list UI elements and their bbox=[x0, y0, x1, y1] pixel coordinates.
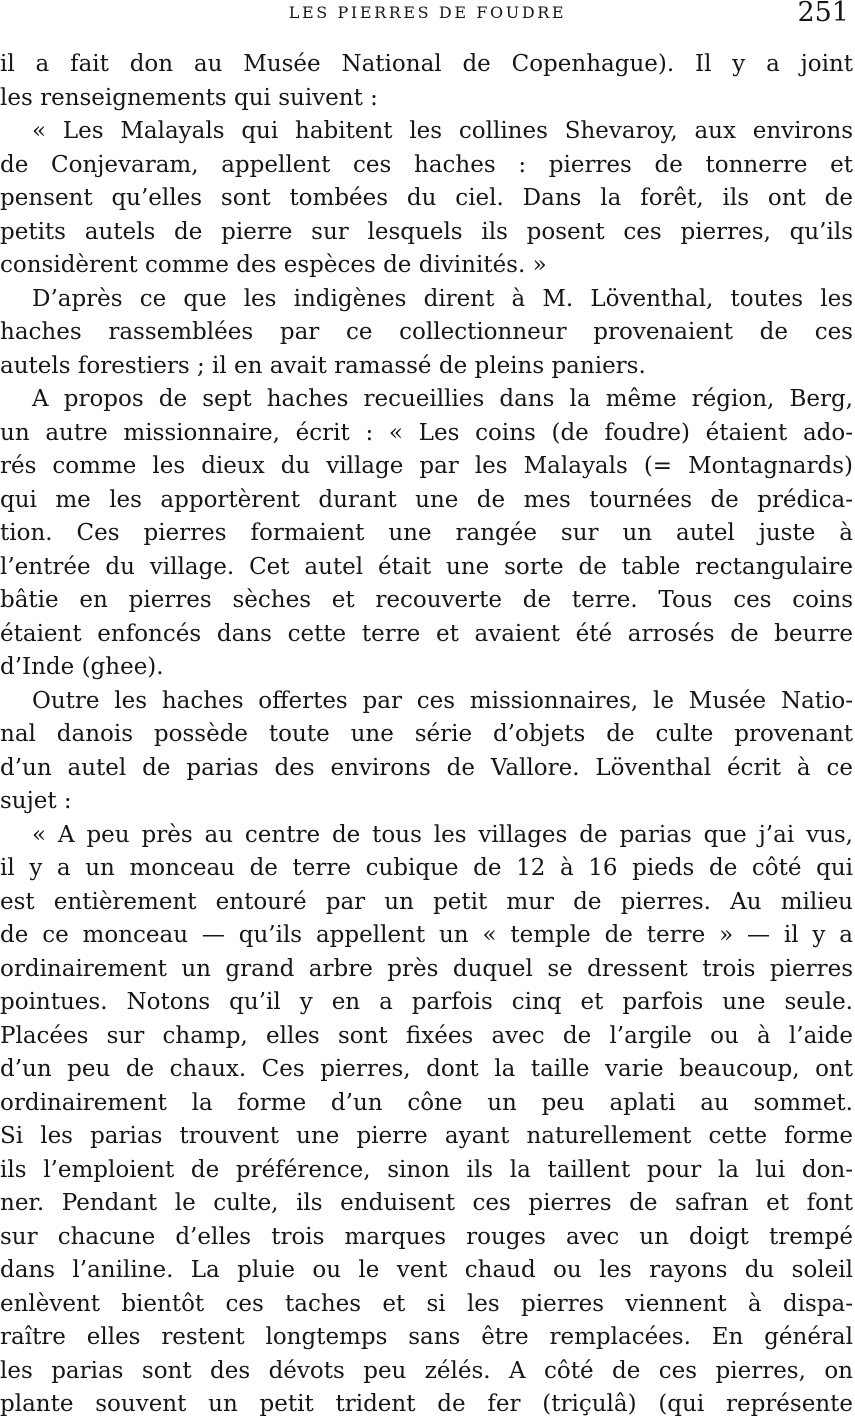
text-line: de Conjevaram, appellent ces haches : pierres de tonnerre et bbox=[0, 151, 853, 178]
text-line: rés comme les dieux du village par les Malayals (= Montagnards) bbox=[0, 453, 853, 479]
text-line: de ce monceau — qu’ils appellent un « temple de terre » — il y a bbox=[0, 922, 853, 948]
text-line: « A peu près au centre de tous les villages de parias que j’ai vus, bbox=[32, 821, 853, 848]
text-line: les renseignements qui suivent : bbox=[0, 84, 378, 111]
text-line: raître elles restent longtemps sans être remplacées. En général bbox=[0, 1324, 853, 1350]
text-line: les parias sont des dévots peu zélés. A côté de ces pierres, on bbox=[0, 1357, 853, 1384]
running-title: LES PIERRES DE FOUDRE bbox=[288, 3, 567, 22]
text-line: tion. Ces pierres formaient une rangée sur un autel juste à bbox=[0, 520, 853, 546]
text-line: Placées sur champ, elles sont fixées avec de l’argile ou à l’aide bbox=[0, 1022, 853, 1049]
text-line: il y a un monceau de terre cubique de 12 à 16 pieds de côté qui bbox=[0, 855, 853, 881]
text-line: nal danois possède toute une série d’objets de culte provenant bbox=[0, 721, 853, 747]
text-line: petits autels de pierre sur lesquels ils posent ces pierres, qu’ils bbox=[0, 218, 853, 245]
text-line: un autre missionnaire, écrit : « Les coins (de foudre) étaient ado- bbox=[0, 419, 853, 446]
text-line: A propos de sept haches recueillies dans la même région, Berg, bbox=[32, 386, 853, 412]
text-line: ordinairement la forme d’un cône un peu aplati au sommet. bbox=[0, 1089, 853, 1116]
text-line: considèrent comme des espèces de divinités. » bbox=[0, 252, 547, 278]
text-line: sur chacune d’elles trois marques rouges avec un doigt trempé bbox=[0, 1223, 853, 1250]
text-line: d’un autel de parias des environs de Vallore. Löventhal écrit à ce bbox=[0, 754, 853, 781]
text-line: ner. Pendant le culte, ils enduisent ces pierres de safran et font bbox=[0, 1190, 853, 1216]
text-line: plante souvent un petit trident de fer (triçulâ) (qui représente bbox=[0, 1391, 853, 1417]
text-line: Si les parias trouvent une pierre ayant naturellement cette forme bbox=[0, 1123, 853, 1149]
text-line: est entièrement entouré par un petit mur de pierres. Au milieu bbox=[0, 888, 853, 915]
text-line: étaient enfoncés dans cette terre et avaient été arrosés de beurre bbox=[0, 620, 853, 647]
text-line: sujet : bbox=[0, 788, 72, 814]
text-line: haches rassemblées par ce collectionneur provenaient de ces bbox=[0, 319, 853, 345]
page-number: 251 bbox=[797, 0, 849, 28]
body-text bbox=[0, 48, 855, 1422]
running-header bbox=[0, 0, 855, 34]
text-line: bâtie en pierres sèches et recouverte de terre. Tous ces coins bbox=[0, 587, 853, 613]
text-line: pensent qu’elles sont tombées du ciel. Dans la forêt, ils ont de bbox=[0, 185, 853, 211]
text-line: Outre les haches offertes par ces missionnaires, le Musée Natio- bbox=[32, 687, 853, 714]
text-line: il a fait don au Musée National de Copenhague). Il y a joint bbox=[0, 51, 853, 77]
text-line: ils l’emploient de préférence, sinon ils la taillent pour la lui don- bbox=[0, 1156, 853, 1183]
text-line: « Les Malayals qui habitent les collines Shevaroy, aux environs bbox=[32, 118, 853, 144]
text-line: l’entrée du village. Cet autel était une sorte de table rectangulaire bbox=[0, 553, 853, 580]
text-line: d’un peu de chaux. Ces pierres, dont la taille varie beaucoup, ont bbox=[0, 1056, 853, 1082]
text-line: enlèvent bientôt ces taches et si les pierres viennent à dispa- bbox=[0, 1290, 853, 1317]
text-line: pointues. Notons qu’il y en a parfois cinq et parfois une seule. bbox=[0, 989, 853, 1015]
text-line: D’après ce que les indigènes dirent à M. Löventhal, toutes les bbox=[32, 285, 853, 312]
text-line: dans l’aniline. La pluie ou le vent chaud ou les rayons du soleil bbox=[0, 1257, 853, 1283]
text-line: autels forestiers ; il en avait ramassé de pleins paniers. bbox=[0, 352, 646, 379]
text-line: d’Inde (ghee). bbox=[0, 654, 164, 680]
text-line: qui me les apportèrent durant une de mes tournées de prédica- bbox=[0, 486, 853, 513]
text-line: ordinairement un grand arbre près duquel se dressent trois pierres bbox=[0, 955, 853, 982]
